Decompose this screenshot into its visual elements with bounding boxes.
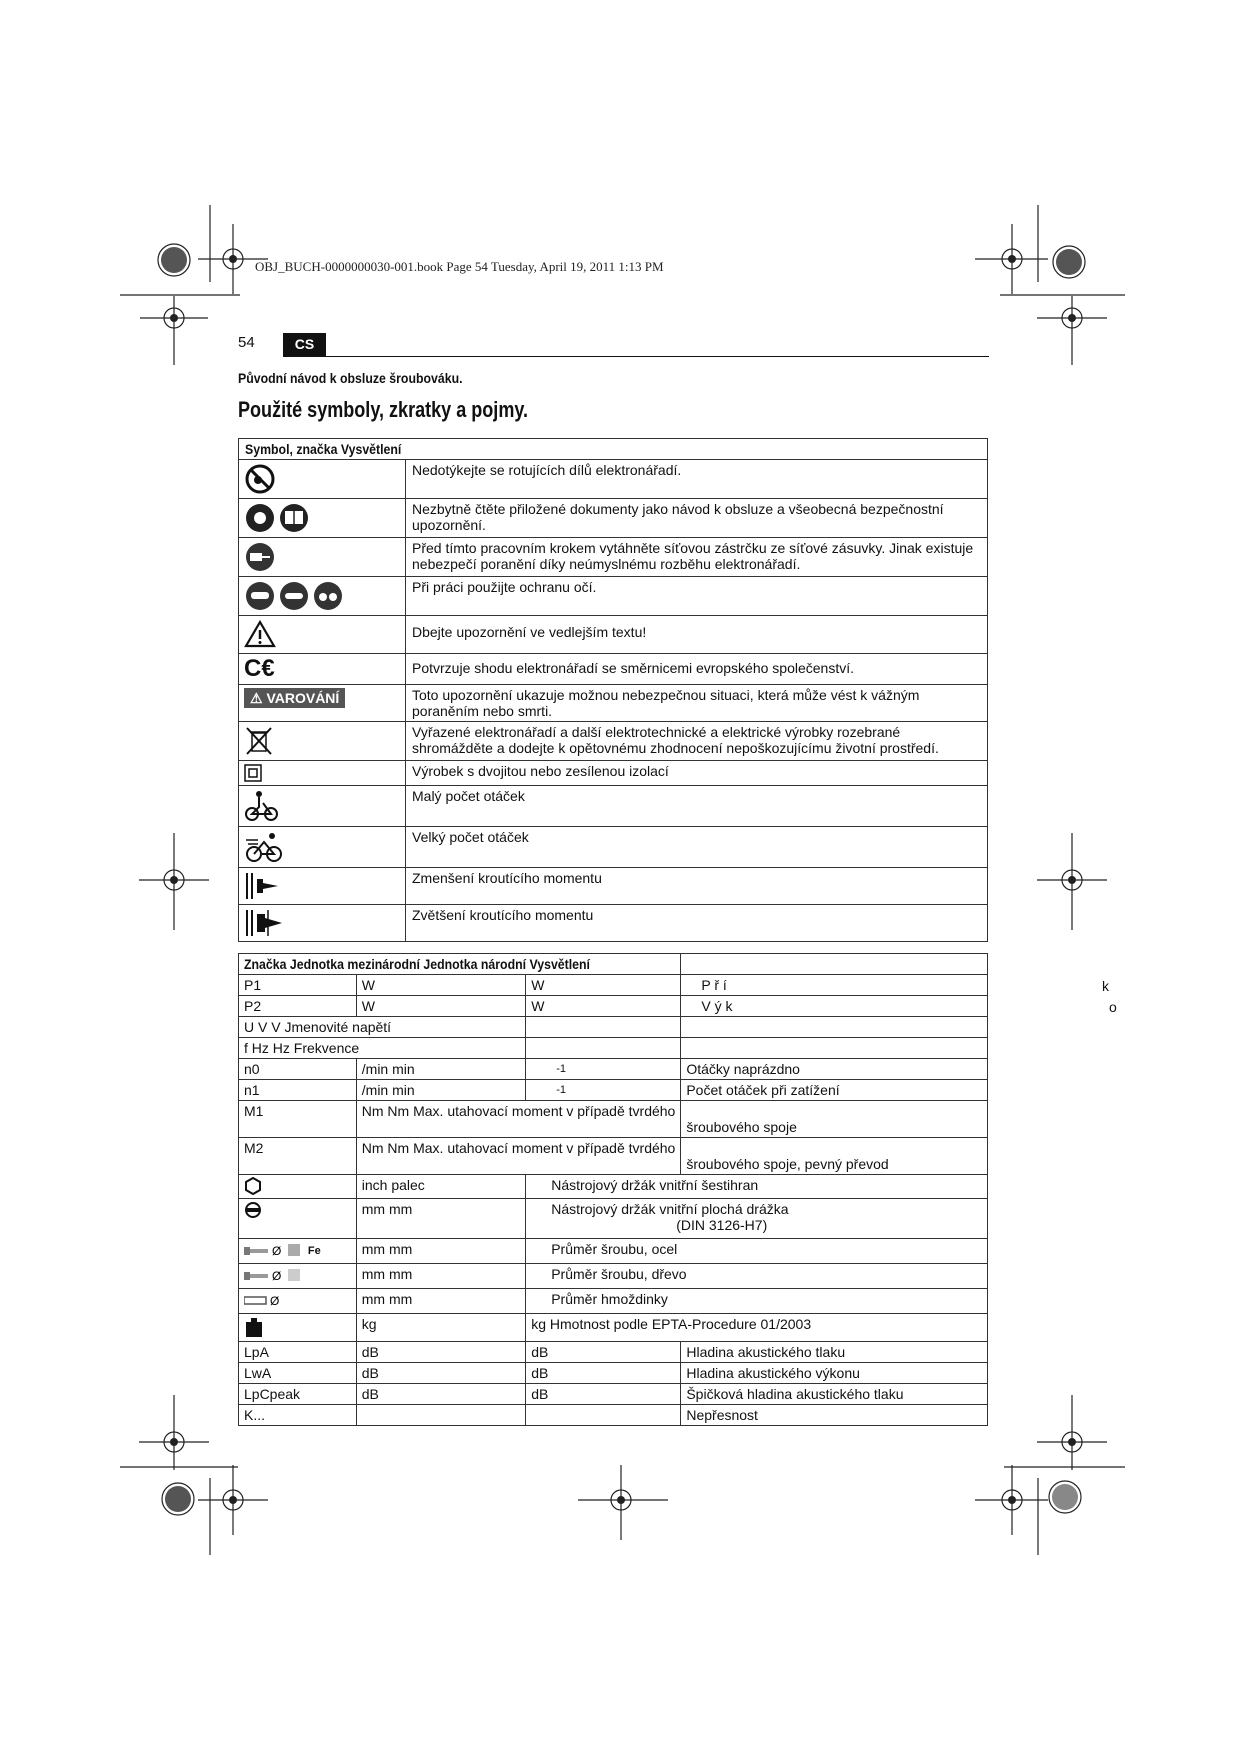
unit-symbol: LwA	[239, 1363, 357, 1384]
fast-bike-icon	[244, 830, 284, 864]
unit-description: Otáčky naprázdno	[681, 1059, 988, 1080]
header-rule	[283, 356, 989, 357]
unit-international: /min min	[356, 1080, 525, 1101]
unit-international: W	[356, 996, 525, 1017]
table-row	[239, 868, 988, 905]
double-insulation-icon	[244, 764, 262, 782]
unit-symbol: n1	[239, 1080, 357, 1101]
unit-international	[356, 1405, 525, 1426]
unit-symbol: LpCpeak	[239, 1384, 357, 1405]
unit-national: dB	[526, 1342, 681, 1363]
unit-national	[526, 1405, 681, 1426]
book-info-line: OBJ_BUCH-0000000030-001.book Page 54 Tuesday, April 19, 2011 1:13 PM	[255, 259, 664, 274]
unit-international: dB	[356, 1384, 525, 1405]
symbol-description: Zmenšení kroutícího momentu	[406, 868, 988, 905]
unit-symbol: M2	[239, 1138, 357, 1175]
unit-national: dB	[526, 1384, 681, 1405]
unit-symbol: K...	[239, 1405, 357, 1426]
table-row	[239, 1101, 988, 1138]
table-row	[239, 577, 988, 616]
unit-international: /min min	[356, 1059, 525, 1080]
table-row	[239, 1059, 988, 1080]
unit-national: -1	[526, 1059, 681, 1080]
unit-international: mm mm	[356, 1199, 525, 1239]
unit-description: Nepřesnost	[681, 1405, 988, 1426]
unit-national: dB	[526, 1363, 681, 1384]
symbol-description: Potvrzuje shodu elektronářadí se směrnicemi evropského společenství.	[406, 654, 988, 685]
unit-national: Průměr šroubu, ocel	[526, 1239, 988, 1264]
unit-national: Nástrojový držák vnitřní plochá drážka (DIN 3126-H7)	[526, 1199, 988, 1239]
units-table-header: Značka Jednotka mezinárodní Jednotka národní Vysvětlení	[244, 956, 590, 972]
torque-decrease-icon	[244, 871, 284, 901]
unit-international: dB	[356, 1363, 525, 1384]
slow-bike-icon	[244, 789, 280, 823]
table-row	[239, 996, 988, 1017]
unit-national: kg Hmotnost podle EPTA-Procedure 01/2003	[526, 1314, 988, 1342]
table-row	[239, 1289, 988, 1314]
symbol-description: Vyřazené elektronářadí a další elektrotechnické a elektrické výrobky rozebrané shromážděte a dodejte k opětovnému zhodnocení nepoškozujícímu životní prostředí.	[406, 722, 988, 761]
unit-symbol: LpA	[239, 1342, 357, 1363]
unit-description: V ý k	[681, 996, 988, 1017]
warning-label: ⚠ VAROVÁNÍ	[244, 688, 345, 708]
no-touch-rotating-icon	[244, 463, 276, 495]
screw-steel-icon	[244, 1241, 304, 1259]
symbol-description: Velký počet otáček	[406, 827, 988, 868]
table-row	[239, 499, 988, 538]
table-row	[239, 1405, 988, 1426]
weight-icon	[244, 1316, 264, 1338]
page-number: 54	[238, 334, 255, 351]
document-subtitle: Původní návod k obsluze šroubováku.	[238, 370, 463, 386]
screw-wood-icon	[244, 1266, 304, 1284]
crossed-bin-icon	[244, 725, 274, 757]
unit-description: šroubového spoje	[681, 1101, 988, 1138]
language-badge: CS	[283, 333, 326, 356]
table-row	[239, 1264, 988, 1289]
symbol-description: Malý počet otáček	[406, 786, 988, 827]
page-title: Použité symboly, zkratky a pojmy.	[238, 397, 529, 422]
table-row	[239, 761, 988, 786]
table-row	[239, 786, 988, 827]
ce-mark-icon: C€	[239, 654, 406, 685]
symbol-description: Dbejte upozornění ve vedlejším textu!	[406, 616, 988, 654]
read-documents-icon	[244, 502, 310, 534]
unit-international: mm mm	[356, 1239, 525, 1264]
table-row	[239, 975, 988, 996]
table-row	[239, 1017, 988, 1038]
table-row: Ø Fe mm mm Průměr šroubu, ocel	[239, 1239, 988, 1264]
symbol-description: Toto upozornění ukazuje možnou nebezpečnou situaci, která může vést k vážným poraněním nebo smrti.	[406, 685, 988, 722]
unit-national: Nástrojový držák vnitřní šestihran	[526, 1175, 988, 1199]
unit-national: W	[526, 996, 681, 1017]
hexagon-holder-icon	[244, 1177, 262, 1195]
unit-international: kg	[356, 1314, 525, 1342]
table-row	[239, 827, 988, 868]
svg-text:Ø: Ø	[272, 1269, 282, 1284]
table-row	[239, 685, 988, 722]
unit-description: P ř í	[681, 975, 988, 996]
table-row	[239, 654, 988, 685]
unit-national: Průměr šroubu, dřevo	[526, 1264, 988, 1289]
dowel-icon	[244, 1291, 284, 1309]
symbol-description: Výrobek s dvojitou nebo zesílenou izolací	[406, 761, 988, 786]
symbol-description: Při práci použijte ochranu očí.	[406, 577, 988, 616]
unit-symbol: U V V Jmenovité napětí	[239, 1017, 526, 1038]
unit-symbol: n0	[239, 1059, 357, 1080]
unit-international: dB	[356, 1342, 525, 1363]
table-row	[239, 1384, 988, 1405]
stray-text: k	[1102, 978, 1109, 994]
table-row	[239, 1175, 988, 1199]
table-row	[239, 1038, 988, 1059]
symbol-description: Nezbytně čtěte přiložené dokumenty jako návod k obsluze a všeobecná bezpečnostní upozornění.	[406, 499, 988, 538]
svg-text:Ø: Ø	[270, 1294, 280, 1309]
table-row	[239, 538, 988, 577]
symbols-table	[238, 438, 988, 942]
table-row	[239, 1080, 988, 1101]
unit-international: W	[356, 975, 525, 996]
table-row	[239, 1199, 988, 1239]
unit-international: inch palec	[356, 1175, 525, 1199]
flat-groove-holder-icon	[244, 1201, 262, 1219]
unit-national: -1	[526, 1080, 681, 1101]
svg-text:Ø: Ø	[272, 1244, 282, 1259]
unit-description: Hladina akustického tlaku	[681, 1342, 988, 1363]
unit-symbol: P1	[239, 975, 357, 996]
warning-triangle-icon	[244, 619, 276, 649]
unit-international: Nm Nm Max. utahovací moment v případě tvrdého	[356, 1101, 681, 1138]
unit-international: mm mm	[356, 1264, 525, 1289]
stray-text: o	[1109, 999, 1117, 1015]
unit-symbol: f Hz Hz Frekvence	[239, 1038, 526, 1059]
table-row	[239, 722, 988, 761]
table-row	[239, 1138, 988, 1175]
unit-description: Počet otáček při zatížení	[681, 1080, 988, 1101]
unit-symbol: M1	[239, 1101, 357, 1138]
units-table	[238, 953, 988, 1426]
table-row	[239, 1342, 988, 1363]
table-row	[239, 616, 988, 654]
table-row	[239, 905, 988, 942]
unit-international: mm mm	[356, 1289, 525, 1314]
unplug-icon	[244, 541, 276, 573]
table-row	[239, 460, 988, 499]
symbol-description: Nedotýkejte se rotujících dílů elektronářadí.	[406, 460, 988, 499]
unit-description: Hladina akustického výkonu	[681, 1363, 988, 1384]
unit-national: W	[526, 975, 681, 996]
table-row	[239, 1363, 988, 1384]
torque-increase-icon	[244, 908, 288, 938]
unit-description: Špičková hladina akustického tlaku	[681, 1384, 988, 1405]
eye-protection-icon	[244, 580, 344, 612]
unit-description: šroubového spoje, pevný převod	[681, 1138, 988, 1175]
symbol-description: Zvětšení kroutícího momentu	[406, 905, 988, 942]
symbol-description: Před tímto pracovním krokem vytáhněte síťovou zástrčku ze síťové zásuvky. Jinak existuje nebezpečí poranění díky neúmyslnému rozběhu elektronářadí.	[406, 538, 988, 577]
table-row	[239, 1314, 988, 1342]
symbols-table-header: Symbol, značka Vysvětlení	[245, 441, 402, 457]
unit-international: Nm Nm Max. utahovací moment v případě tvrdého	[356, 1138, 681, 1175]
unit-national: Průměr hmoždinky	[526, 1289, 988, 1314]
unit-symbol: P2	[239, 996, 357, 1017]
